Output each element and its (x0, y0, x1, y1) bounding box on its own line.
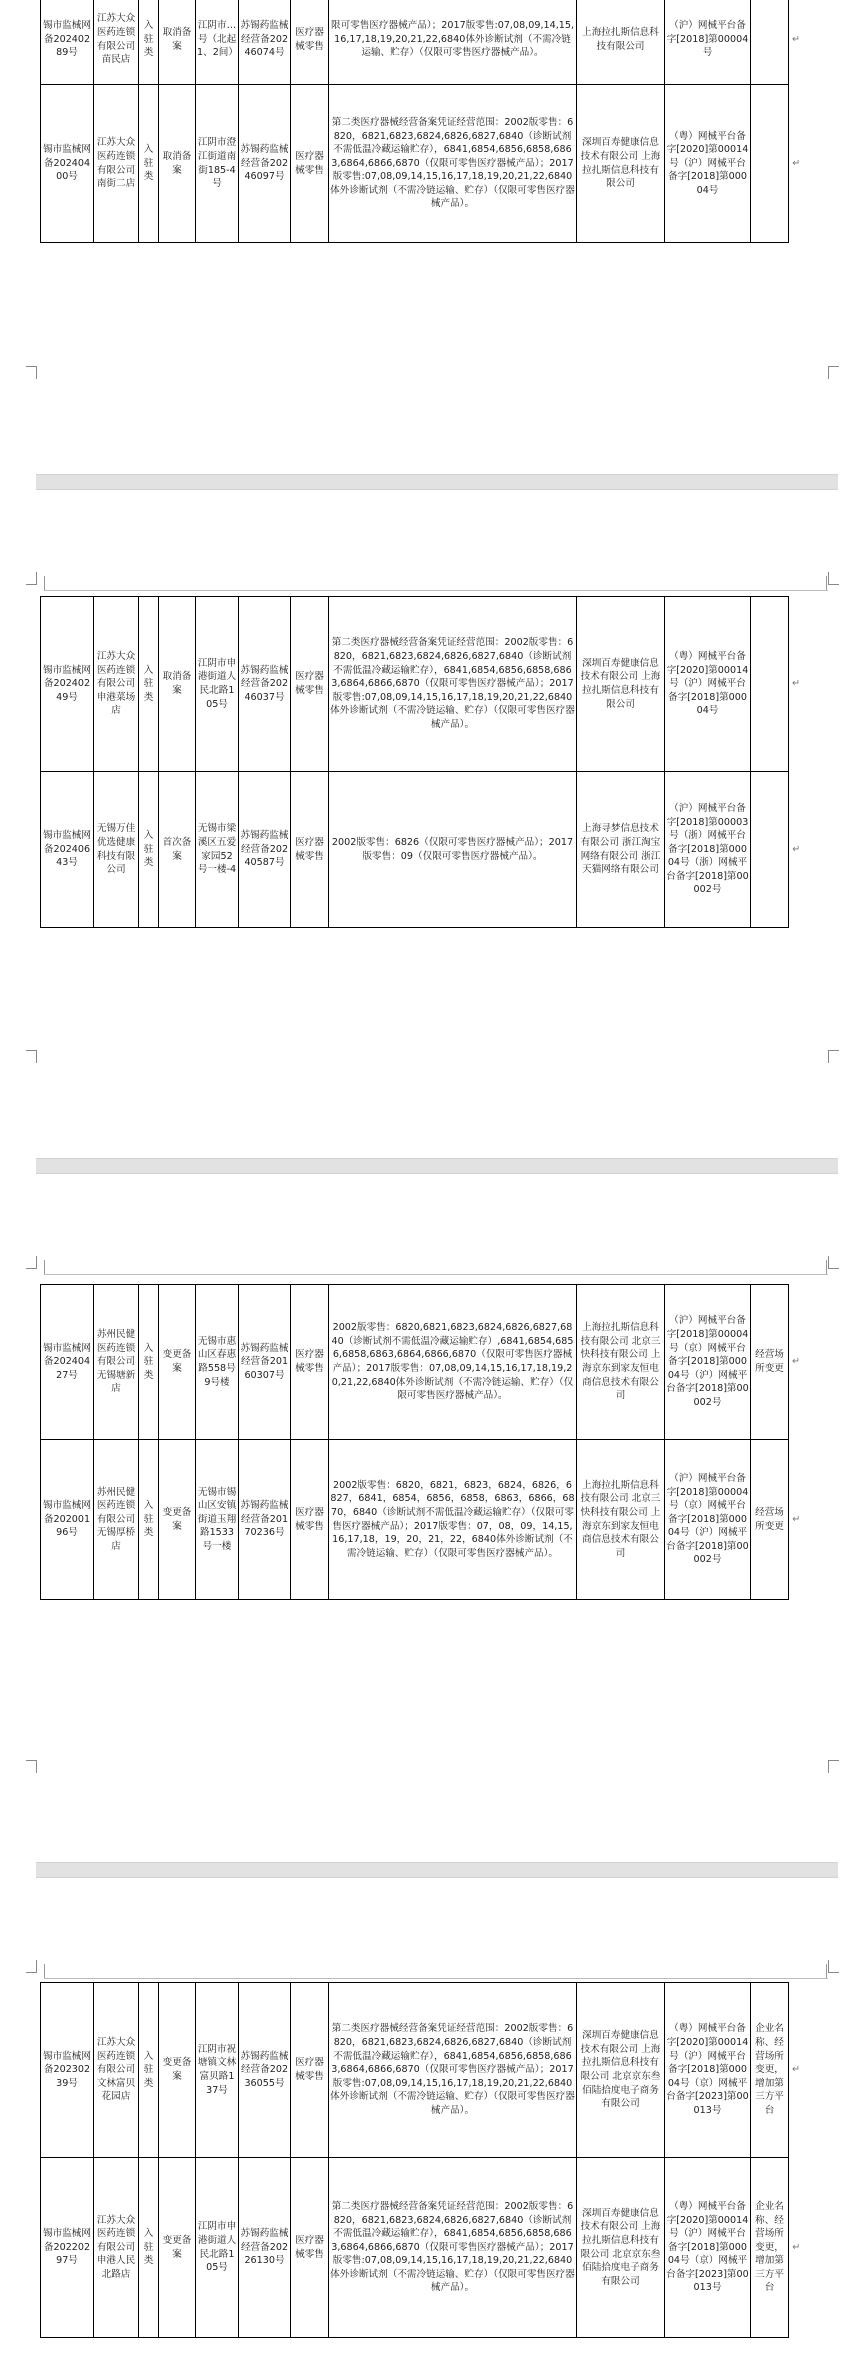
record-table-page-1 (40, 0, 804, 243)
table-row (41, 2158, 804, 2338)
header-rule (44, 590, 828, 591)
address-cell: 江阴市祝塘镇文林富贝路137号 (196, 1983, 239, 2158)
action-cell: 变更备案 (159, 1285, 196, 1440)
return-mark-icon: ↵ (792, 1513, 801, 1525)
license-cell: 苏锡药监械经营备20236055号 (239, 1983, 291, 2158)
crop-mark (26, 1256, 37, 1269)
address-cell: 无锡市锡山区安镇街道玉翔路1533号一楼 (196, 1440, 239, 1600)
license-cell: 苏锡药监械经营备20160307号 (239, 1285, 291, 1440)
platform-cell: 上海拉扎斯信息科技有限公司 北京三快科技有限公司 上海京东到家友恒电商信息技术有限公司 (577, 1440, 665, 1600)
crop-mark (26, 1960, 37, 1973)
platform-cell: 上海寻梦信息技术有限公司 浙江淘宝网络有限公司 浙江天猫网络有限公司 (577, 772, 665, 928)
header-rule (44, 1274, 828, 1275)
header-tick (44, 1260, 45, 1274)
filing-cell: （沪）网械平台备字[2018]第00003号（浙）网械平台备字[2018]第00004号（浙）网械平台备字[2018]第00002号 (665, 772, 751, 928)
filing-cell: （粤）网械平台备字[2020]第00014号（沪）网械平台备字[2018]第00004号 (665, 85, 751, 243)
record-no-cell: 锡市监械网备202001 96号 (41, 1440, 94, 1600)
record-no-cell: 锡市监械网备202402 89号 (41, 0, 94, 85)
table-row (41, 1285, 804, 1440)
platform-cell: 上海拉扎斯信息科技有限公司 北京三快科技有限公司 上海京东到家友恒电商信息技术有限公司 (577, 1285, 665, 1440)
company-name-cell: 江苏大众医药连锁有限公司苗民店 (94, 0, 139, 85)
table-row (41, 0, 804, 85)
mode-cell: 医疗器械零售 (291, 1983, 329, 2158)
platform-cell: 深圳百寿健康信息技术有限公司 上海拉扎斯信息科技有限公司 北京京东叁佰陆拾度电子商务有限公司 (577, 1983, 665, 2158)
record-no-cell: 锡市监械网备202402 49号 (41, 597, 94, 772)
change-cell: 企业名称、经营场所变更，增加第三方平台 (751, 2158, 789, 2338)
crop-mark (26, 572, 37, 585)
change-cell: 经营场所变更 (751, 1285, 789, 1440)
type-cell: 入驻类 (139, 1983, 159, 2158)
change-cell: 企业名称、经营场所变更，增加第三方平台 (751, 1983, 789, 2158)
return-mark-icon: ↵ (792, 2241, 801, 2253)
crop-mark (828, 1960, 839, 1973)
crop-mark (26, 1760, 37, 1773)
return-mark-icon: ↵ (792, 157, 801, 169)
scope-cell: 2002版零售：6826（仅限可零售医疗器械产品）；2017版零售：09（仅限可零售医疗器械产品）。 (329, 772, 577, 928)
type-cell: 入驻类 (139, 2158, 159, 2338)
change-cell (751, 597, 789, 772)
company-name-cell: 江苏大众医药连锁有限公司申港菜场店 (94, 597, 139, 772)
change-cell (751, 85, 789, 243)
mode-cell: 医疗器械零售 (291, 1440, 329, 1600)
return-mark-icon: ↵ (791, 33, 801, 45)
platform-cell: 深圳百寿健康信息技术有限公司 上海拉扎斯信息科技有限公司 (577, 597, 665, 772)
company-name-cell: 江苏大众医药连锁有限公司南街二店 (94, 85, 139, 243)
crop-mark (828, 1256, 839, 1269)
crop-mark (26, 1050, 37, 1063)
return-mark-icon: ↵ (791, 678, 801, 690)
table-row (41, 597, 804, 772)
action-cell: 变更备案 (159, 1983, 196, 2158)
table-row (41, 1440, 804, 1600)
crop-mark (828, 366, 839, 379)
action-cell: 变更备案 (159, 1440, 196, 1600)
type-cell: 入驻类 (139, 85, 159, 243)
filing-cell: （沪）网械平台备字[2018]第00004号 (665, 0, 751, 85)
company-name-cell: 江苏大众医药连锁有限公司申港人民北路店 (94, 2158, 139, 2338)
page-separator (36, 1158, 838, 1174)
header-tick (44, 1964, 45, 1978)
record-no-cell: 锡市监械网备202404 00号 (41, 85, 94, 243)
page-separator (36, 1862, 838, 1878)
crop-mark (26, 366, 37, 379)
record-no-cell: 锡市监械网备202202 97号 (41, 2158, 94, 2338)
crop-mark (828, 1760, 839, 1773)
scope-cell: 第二类医疗器械经营备案凭证经营范围：2002版零售：6820，6821,6823,6824,6826,6827,6840（诊断试剂不需低温冷藏运输贮存），6841,6854,6856,6858,6863,6864,6866,6870（仅限可零售医疗器械产品）；2017版零售:07,08,09,14,15,16,17,18,19,20,21,22,6840体外诊断试剂（不需冷链运输、贮存）（仅限可零售医疗器械产品）。 (329, 597, 577, 772)
company-name-cell: 无锡万佳优选健康科技有限公司 (94, 772, 139, 928)
company-name-cell: 苏州民健医药连锁有限公司无锡厚桥店 (94, 1440, 139, 1600)
header-tick (826, 1964, 827, 1978)
action-cell: 变更备案 (159, 2158, 196, 2338)
action-cell: 取消备案 (159, 85, 196, 243)
filing-cell: （粤）网械平台备字[2020]第00014号（沪）网械平台备字[2018]第00004号（京）网械平台备字[2023]第00013号 (665, 1983, 751, 2158)
action-cell: 取消备案 (159, 597, 196, 772)
change-cell: 经营场所变更 (751, 1440, 789, 1600)
header-tick (826, 1260, 827, 1274)
address-cell: 江阴市申港街道人民北路105号 (196, 597, 239, 772)
license-cell: 苏锡药监械经营备20240587号 (239, 772, 291, 928)
filing-cell: （沪）网械平台备字[2018]第00004号（京）网械平台备字[2018]第00004号（沪）网械平台备字[2018]第00002号 (665, 1440, 751, 1600)
license-cell: 苏锡药监械经营备20246097号 (239, 85, 291, 243)
company-name-cell: 江苏大众医药连锁有限公司文林富贝花园店 (94, 1983, 139, 2158)
header-rule (44, 1978, 828, 1979)
type-cell: 入驻类 (139, 597, 159, 772)
record-no-cell: 锡市监械网备202406 43号 (41, 772, 94, 928)
mode-cell: 医疗器械零售 (291, 597, 329, 772)
company-name-cell: 苏州民健医药连锁有限公司无锡塘新店 (94, 1285, 139, 1440)
header-tick (44, 576, 45, 590)
crop-mark (828, 572, 839, 585)
action-cell: 取消备案 (159, 0, 196, 85)
scope-cell: 2002版零售：6820,6821,6823,6824,6826,6827,6840（诊断试剂不需低温冷藏运输贮存）,6841,6854,6856,6858,6863,6864,6866,6870（仅限可零售医疗器械产品）；2017版零售：07,08,09,14,15,16,17,18,19,20,21,22,6840体外诊断试剂（不需冷链运输、贮存）（仅限可零售医疗器械产品）。 (329, 1285, 577, 1440)
address-cell: 无锡市惠山区春惠路558号9号楼 (196, 1285, 239, 1440)
mode-cell: 医疗器械零售 (291, 2158, 329, 2338)
mode-cell: 医疗器械零售 (291, 772, 329, 928)
header-tick (826, 576, 827, 590)
record-no-cell: 锡市监械网备202302 39号 (41, 1983, 94, 2158)
scope-cell: 2002版零售：6820，6821，6823，6824，6826，6827，6841，6854，6856，6858，6863，6866，6870，6840（诊断试剂不需低温冷藏运输贮存）（仅限可零售医疗器械产品）；2017版零售：07，08，09，14,15,16,17,18，19，20，21，22，6840体外诊断试剂（不需冷链运输、贮存）（仅限可零售医疗器械产品）。 (329, 1440, 577, 1600)
scope-cell: 第二类医疗器械经营备案凭证经营范围：2002版零售：6820，6821,6823,6824,6826,6827,6840（诊断试剂不需低温冷藏运输贮存），6841,6854,6856,6858,6863,6864,6866,6870（仅限可零售医疗器械产品）；2017版零售:07,08,09,14,15,16,17,18,19,20,21,22,6840体外诊断试剂（不需冷链运输、贮存）（仅限可零售医疗器械产品）。 (329, 85, 577, 243)
table-row (41, 772, 804, 928)
scope-cell: 第二类医疗器械经营备案凭证经营范围：2002版零售：6820，6821,6823,6824,6826,6827,6840（诊断试剂不需低温冷藏运输贮存），6841,6854,6856,6858,6863,6864,6866,6870（仅限可零售医疗器械产品）；2017版零售:07,08,09,14,15,16,17,18,19,20,21,22,6840体外诊断试剂（不需冷链运输、贮存）（仅限可零售医疗器械产品）。 (329, 2158, 577, 2338)
action-cell: 首次备案 (159, 772, 196, 928)
type-cell: 入驻类 (139, 772, 159, 928)
record-no-cell: 锡市监械网备202404 27号 (41, 1285, 94, 1440)
license-cell: 苏锡药监械经营备20226130号 (239, 2158, 291, 2338)
filing-cell: （粤）网械平台备字[2020]第00014号（沪）网械平台备字[2018]第00004号 (665, 597, 751, 772)
table-row (41, 1983, 804, 2158)
scope-cell: 第二类医疗器械经营备案凭证经营范围：2002版零售：6820，6821,6823,6824,6826,6827,6840（诊断试剂不需低温冷藏运输贮存），6841,6854,6856,6858,6863,6864,6866,6870（仅限可零售医疗器械产品）；2017版零售:07,08,09,14,15,16,17,18,19,20,21,22,6840体外诊断试剂（不需冷链运输、贮存）（仅限可零售医疗器械产品）。 (329, 1983, 577, 2158)
record-table-page-4 (40, 1982, 804, 2338)
scope-cell: 限可零售医疗器械产品）；2017版零售:07,08,09,14,15,16,17,18,19,20,21,22,6840体外诊断试剂（不需冷链运输、贮存）（仅限可零售医疗器械产品）。 (329, 0, 577, 85)
license-cell: 苏锡药监械经营备20246074号 (239, 0, 291, 85)
type-cell: 入驻类 (139, 0, 159, 85)
change-cell (751, 772, 789, 928)
type-cell: 入驻类 (139, 1440, 159, 1600)
record-table-page-3 (40, 1284, 804, 1600)
platform-cell: 上海拉扎斯信息科技有限公司 (577, 0, 665, 85)
license-cell: 苏锡药监械经营备20246037号 (239, 597, 291, 772)
change-cell (751, 0, 789, 85)
return-mark-icon: ↵ (791, 2064, 801, 2076)
platform-cell: 深圳百寿健康信息技术有限公司 上海拉扎斯信息科技有限公司 (577, 85, 665, 243)
address-cell: 江阴市申港街道人民北路105号 (196, 2158, 239, 2338)
mode-cell: 医疗器械零售 (291, 1285, 329, 1440)
address-cell: 江阴市澄江街道南街185-4号 (196, 85, 239, 243)
filing-cell: （粤）网械平台备字[2020]第00014号（沪）网械平台备字[2018]第00004号（京）网械平台备字[2023]第00013号 (665, 2158, 751, 2338)
table-row (41, 85, 804, 243)
mode-cell: 医疗器械零售 (291, 85, 329, 243)
address-cell: 江阴市…号（北起1、2间） (196, 0, 239, 85)
record-table-page-2 (40, 596, 804, 928)
return-mark-icon: ↵ (791, 1356, 801, 1368)
license-cell: 苏锡药监械经营备20170236号 (239, 1440, 291, 1600)
platform-cell: 深圳百寿健康信息技术有限公司 上海拉扎斯信息科技有限公司 北京京东叁佰陆拾度电子商务有限公司 (577, 2158, 665, 2338)
mode-cell: 医疗器械零售 (291, 0, 329, 85)
filing-cell: （沪）网械平台备字[2018]第00004号（京）网械平台备字[2018]第00004号（沪）网械平台备字[2018]第00002号 (665, 1285, 751, 1440)
address-cell: 无锡市梁溪区五爱家园52号一楼-4 (196, 772, 239, 928)
page-separator (36, 474, 838, 490)
crop-mark (828, 1050, 839, 1063)
return-mark-icon: ↵ (792, 843, 801, 855)
type-cell: 入驻类 (139, 1285, 159, 1440)
